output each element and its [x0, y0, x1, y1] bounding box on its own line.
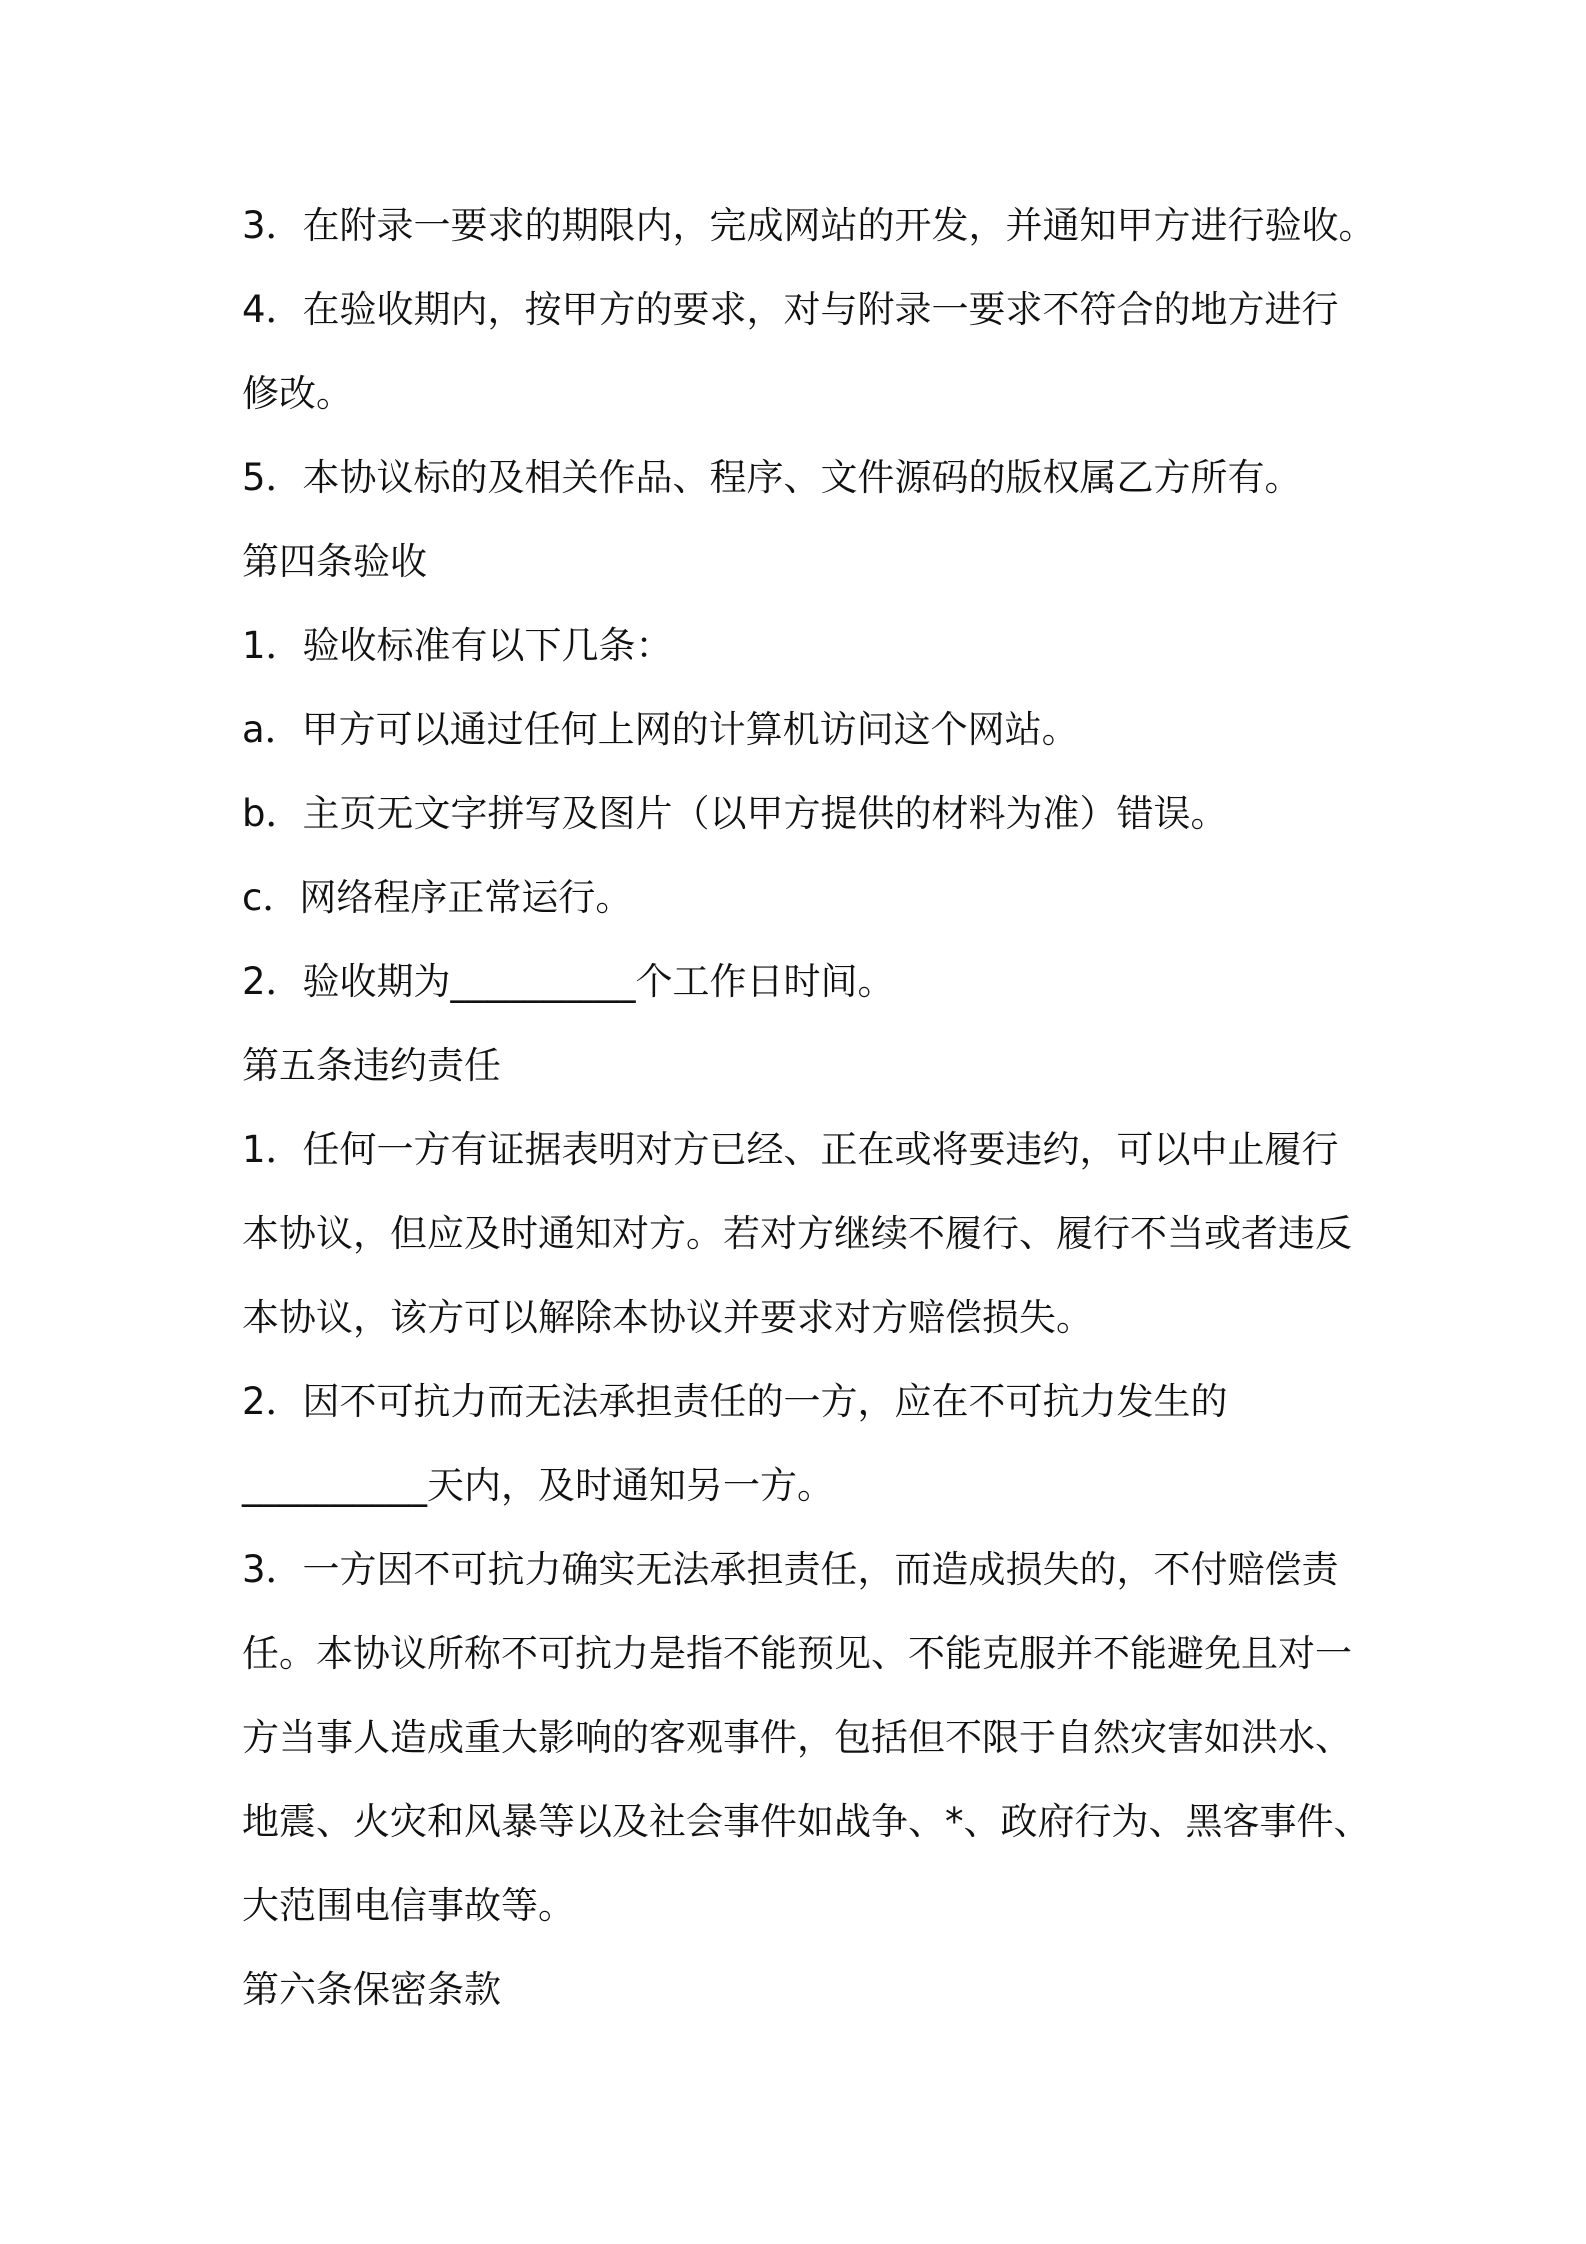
clause-line: 1．验收标准有以下几条： — [242, 624, 673, 667]
sub-item-c — [242, 856, 1542, 940]
clause-item-4 — [242, 268, 1542, 436]
clause-line: 修改。 — [242, 372, 353, 415]
clause-line: 方当事人造成重大影响的客观事件，包括但不限于自然灾害如洪水、 — [242, 1716, 1352, 1759]
clause-item-5 — [242, 436, 1542, 520]
clause-line: 本协议，该方可以解除本协议并要求对方赔偿损失。 — [242, 1296, 1093, 1339]
document-body — [242, 184, 1542, 2032]
clause-item-3 — [242, 1528, 1542, 1948]
clause-line: 本协议，但应及时通知对方。若对方继续不履行、履行不当或者违反 — [242, 1212, 1352, 1255]
clause-line: 2．验收期为__________个工作日时间。 — [242, 960, 895, 1003]
clause-line: 2．因不可抗力而无法承担责任的一方，应在不可抗力发生的 — [242, 1380, 1228, 1423]
clause-item-2 — [242, 940, 1542, 1024]
sub-item-a — [242, 688, 1542, 772]
clause-item-1 — [242, 604, 1542, 688]
section-heading-confidentiality — [242, 1948, 1542, 2032]
clause-line: 任。本协议所称不可抗力是指不能预见、不能克服并不能避免且对一 — [242, 1632, 1352, 1675]
section-heading: 第四条验收 — [242, 540, 427, 583]
sub-item-b — [242, 772, 1542, 856]
clause-line: 地震、火灾和风暴等以及社会事件如战争、*、政府行为、黑客事件、 — [242, 1800, 1371, 1843]
clause-item-1 — [242, 1108, 1542, 1360]
clause-line: 大范围电信事故等。 — [242, 1884, 575, 1927]
clause-line: 4．在验收期内，按甲方的要求，对与附录一要求不符合的地方进行 — [242, 288, 1339, 331]
clause-line: __________天内，及时通知另一方。 — [242, 1464, 834, 1507]
section-heading-liability — [242, 1024, 1542, 1108]
clause-line: 3．在附录一要求的期限内，完成网站的开发，并通知甲方进行验收。 — [242, 204, 1376, 247]
clause-item-2 — [242, 1360, 1542, 1528]
clause-line: 5．本协议标的及相关作品、程序、文件源码的版权属乙方所有。 — [242, 456, 1302, 499]
section-heading-acceptance — [242, 520, 1542, 604]
clause-line: 1．任何一方有证据表明对方已经、正在或将要违约，可以中止履行 — [242, 1128, 1339, 1171]
clause-item-3 — [242, 184, 1542, 268]
section-heading: 第五条违约责任 — [242, 1044, 501, 1087]
section-heading: 第六条保密条款 — [242, 1968, 501, 2011]
clause-line: c．网络程序正常运行。 — [242, 876, 633, 919]
clause-line: 3．一方因不可抗力确实无法承担责任，而造成损失的，不付赔偿责 — [242, 1548, 1339, 1591]
clause-line: b．主页无文字拼写及图片（以甲方提供的材料为准）错误。 — [242, 792, 1228, 835]
clause-line: a．甲方可以通过任何上网的计算机访问这个网站。 — [242, 708, 1079, 751]
